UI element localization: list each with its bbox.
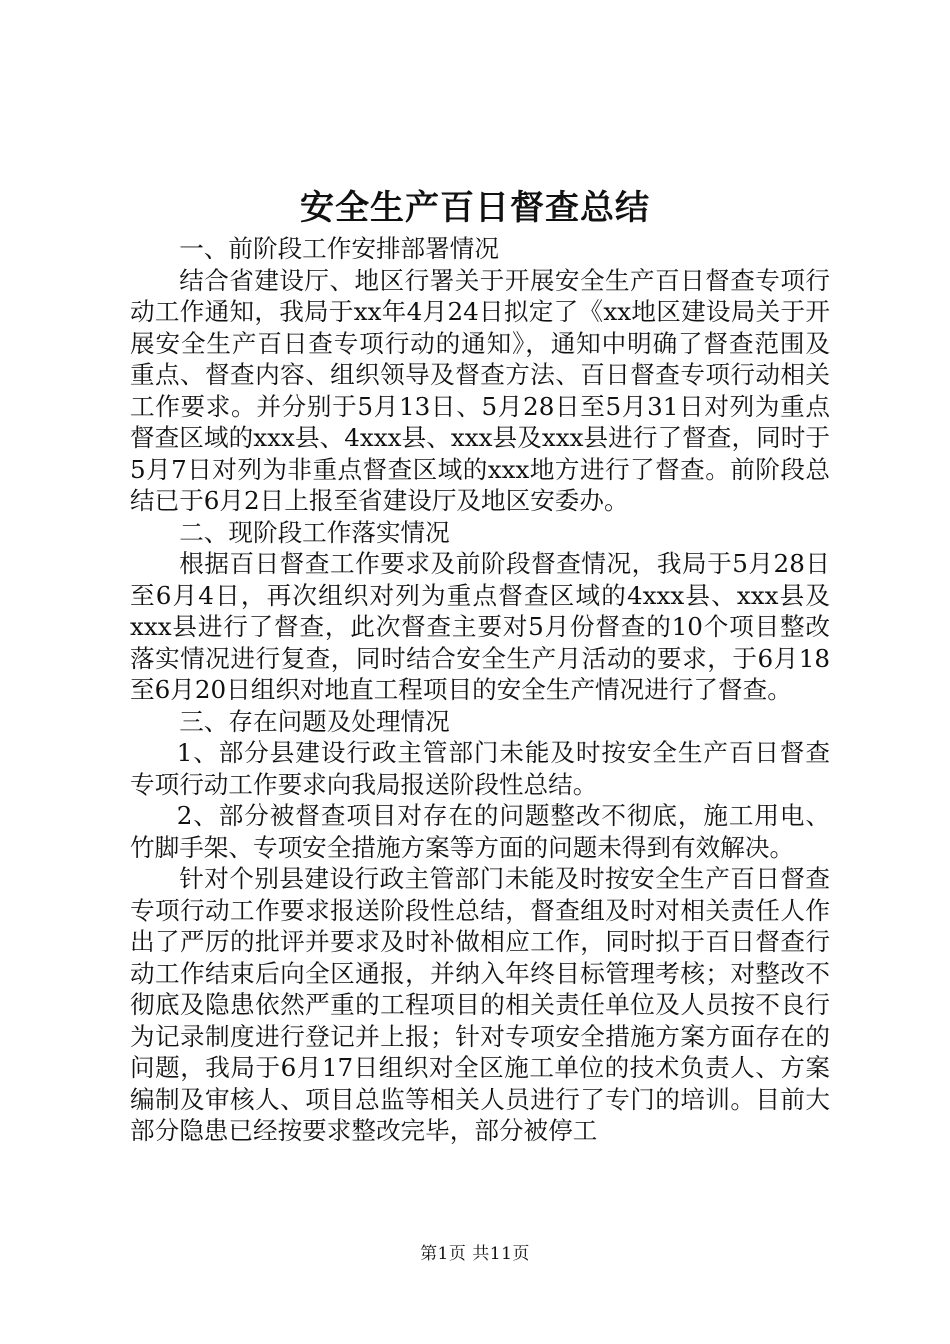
problem-item-1: 1、部分县建设行政主管部门未能及时按安全生产百日督查专项行动工作要求向我局报送阶段性总结。 <box>130 738 830 799</box>
body-paragraph-2: 根据百日督查工作要求及前阶段督查情况，我局于5月28日至6月4日，再次组织对列为重点督查区域的4xxx县、xxx县及xxx县进行了督查，此次督查主要对5月份督查的10个项目整改落实情况进行复查，同时结合安全生产月活动的要求，于6月18至6月20日组织对地直工程项目的安全生产情况进行了督查。 <box>130 549 830 704</box>
problem-item-2: 2、部分被督查项目对存在的问题整改不彻底，施工用电、竹脚手架、专项安全措施方案等方面的问题未得到有效解决。 <box>130 801 830 862</box>
section-heading-3: 三、存在问题及处理情况 <box>179 706 450 736</box>
section-heading-1: 一、前阶段工作安排部署情况 <box>179 234 499 263</box>
body-paragraph-3: 针对个别县建设行政主管部门未能及时按安全生产百日督查专项行动工作要求报送阶段性总结，督查组及时对相关责任人作出了严厉的批评并要求及时补做相应工作，同时拟于百日督查行动工作结束后向全区通报，并纳入年终目标管理考核；对整改不彻底及隐患依然严重的工程项目的相关责任单位及人员按不良行为记录制度进行登记并上报；针对专项安全措施方案方面存在的问题，我局于6月17日组织对全区施工单位的技术负责人、方案编制及审核人、项目总监等相关人员进行了专门的培训。目前大部分隐患已经按要求整改完毕，部分被停工 <box>130 864 830 1145</box>
section-heading-2: 二、现阶段工作落实情况 <box>179 517 450 547</box>
document-title: 安全生产百日督查总结 <box>300 188 650 228</box>
page-footer: 第1页 共11页 <box>420 1244 530 1264</box>
body-paragraph-1: 结合省建设厅、地区行署关于开展安全生产百日督查专项行动工作通知，我局于xx年4月24日拟定了《xx地区建设局关于开展安全生产百日查专项行动的通知》，通知中明确了督查范围及重点、督查内容、组织领导及督查方法、百日督查专项行动相关工作要求。并分别于5月13日、5月28日至5月31日对列为重点督查区域的xxx县、4xxx县、xxx县及xxx县进行了督查，同时于5月7日对列为非重点督查区域的xxx地方进行了督查。前阶段总结已于6月2日上报至省建设厅及地区安委办。 <box>130 265 830 515</box>
document-body <box>130 233 830 1147</box>
